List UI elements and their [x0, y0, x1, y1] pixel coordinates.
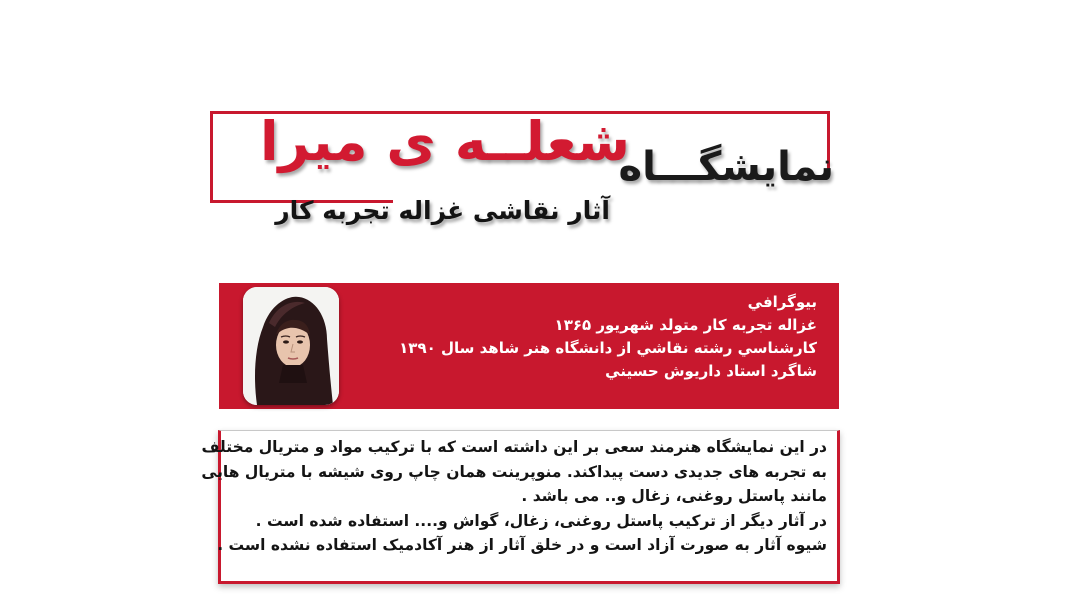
- title-word: نمایشگـــاه: [618, 144, 834, 190]
- description-line: شیوه آثار به صورت آزاد است و در خلق آثار از هنر آکادمیک استفاده نشده است .: [217, 536, 827, 554]
- biography-panel: [219, 283, 839, 409]
- description-line: مانند پاستل روغنی، زغال و.. می باشد .: [521, 487, 827, 505]
- bio-line: غزاله تجربه كار متولد شهريور ۱۳۶۵: [554, 316, 817, 334]
- description-line: به تجربه های جدیدی دست پیداکند. منوپرینت همان چاپ روی شیشه با متریال هایی: [201, 462, 827, 481]
- biography-text: [357, 291, 817, 383]
- description-line: در آثار دیگر از ترکیب پاستل روغنی، زغال، گواش و.... استفاده شده است .: [255, 511, 827, 530]
- bio-line: كارشناسي رشته نقاشي از دانشگاه هنر شاهد سال ۱۳۹۰: [399, 339, 817, 357]
- exhibition-title: [200, 102, 840, 202]
- bio-heading: بيوگرافي: [747, 293, 817, 311]
- description-text: [201, 435, 827, 558]
- exhibition-subtitle: آثار نقاشی غزاله تجربه کار: [275, 196, 610, 225]
- artist-portrait: [243, 287, 339, 405]
- exhibition-name: شعلــه ی میرا: [260, 110, 630, 173]
- description-panel: [201, 430, 840, 584]
- description-line: در این نمایشگاه هنرمند سعی بر این داشته است که با ترکیب مواد و متریال مختلف: [201, 438, 827, 456]
- bio-line: شاگرد استاد داريوش حسيني: [605, 362, 817, 380]
- portrait-image: [243, 287, 339, 405]
